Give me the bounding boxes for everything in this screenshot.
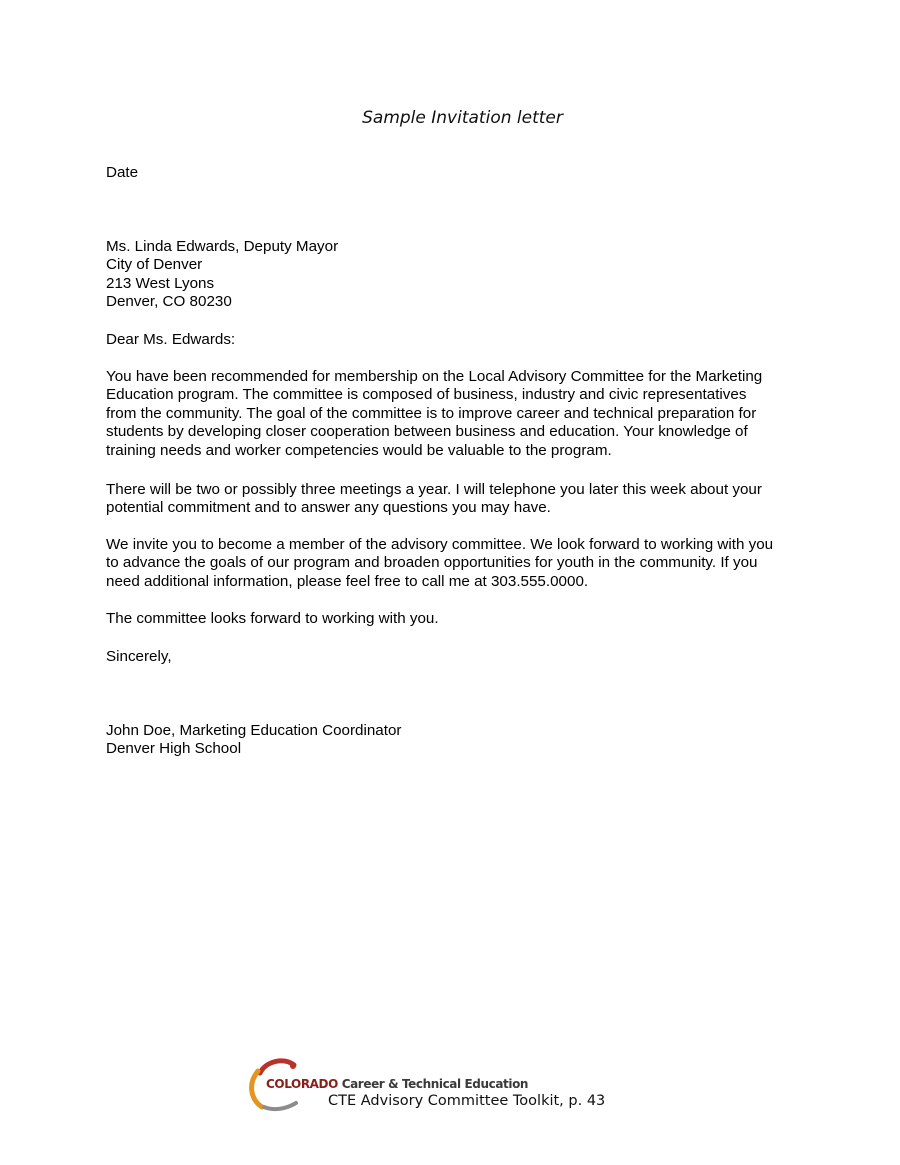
footer-page-label: CTE Advisory Committee Toolkit, p. 43: [328, 1093, 606, 1109]
date-label: Date: [106, 164, 139, 181]
recipient-city: Denver, CO 80230: [106, 293, 232, 311]
paragraph-line: need additional information, please feel free to call me at 303.555.0000.: [106, 572, 589, 590]
paragraph-line: from the community. The goal of the committee is to improve career and technical preparation for: [106, 404, 757, 422]
document-title: Sample Invitation letter: [362, 108, 563, 128]
signature-block: [106, 722, 826, 759]
paragraph-line: Education program. The committee is composed of business, industry and civic representatives: [106, 386, 747, 404]
recipient-address: [106, 238, 826, 312]
paragraph-line: students by developing closer cooperation between business and education. Your knowledge of: [106, 423, 748, 441]
footer-org-rest: Career & Technical Education: [341, 1077, 529, 1091]
paragraph-3: [106, 536, 826, 591]
footer-org-name: [266, 1077, 528, 1091]
paragraph-line: training needs and worker competencies would be valuable to the program.: [106, 441, 612, 459]
signature-org: Denver High School: [106, 740, 242, 758]
closing: Sincerely,: [106, 648, 172, 665]
paragraph-line: potential commitment and to answer any questions you may have.: [106, 499, 551, 517]
footer-org-state: COLORADO: [266, 1077, 338, 1091]
paragraph-line: There will be two or possibly three meetings a year. I will telephone you later this week about your: [106, 481, 762, 498]
paragraph-line: The committee looks forward to working with you.: [106, 610, 439, 627]
paragraph-line: We invite you to become a member of the advisory committee. We look forward to working with you: [106, 536, 774, 553]
paragraph-4: [106, 610, 826, 628]
recipient-org: City of Denver: [106, 256, 203, 274]
paragraph-line: to advance the goals of our program and broaden opportunities for youth in the community. If you: [106, 554, 758, 572]
salutation: Dear Ms. Edwards:: [106, 331, 236, 348]
recipient-street: 213 West Lyons: [106, 274, 215, 292]
recipient-name: Ms. Linda Edwards, Deputy Mayor: [106, 238, 339, 255]
paragraph-line: You have been recommended for membership on the Local Advisory Committee for the Marketing: [106, 368, 763, 385]
signature-name: John Doe, Marketing Education Coordinator: [106, 722, 402, 739]
paragraph-2: [106, 481, 826, 518]
paragraph-1: [106, 368, 826, 460]
